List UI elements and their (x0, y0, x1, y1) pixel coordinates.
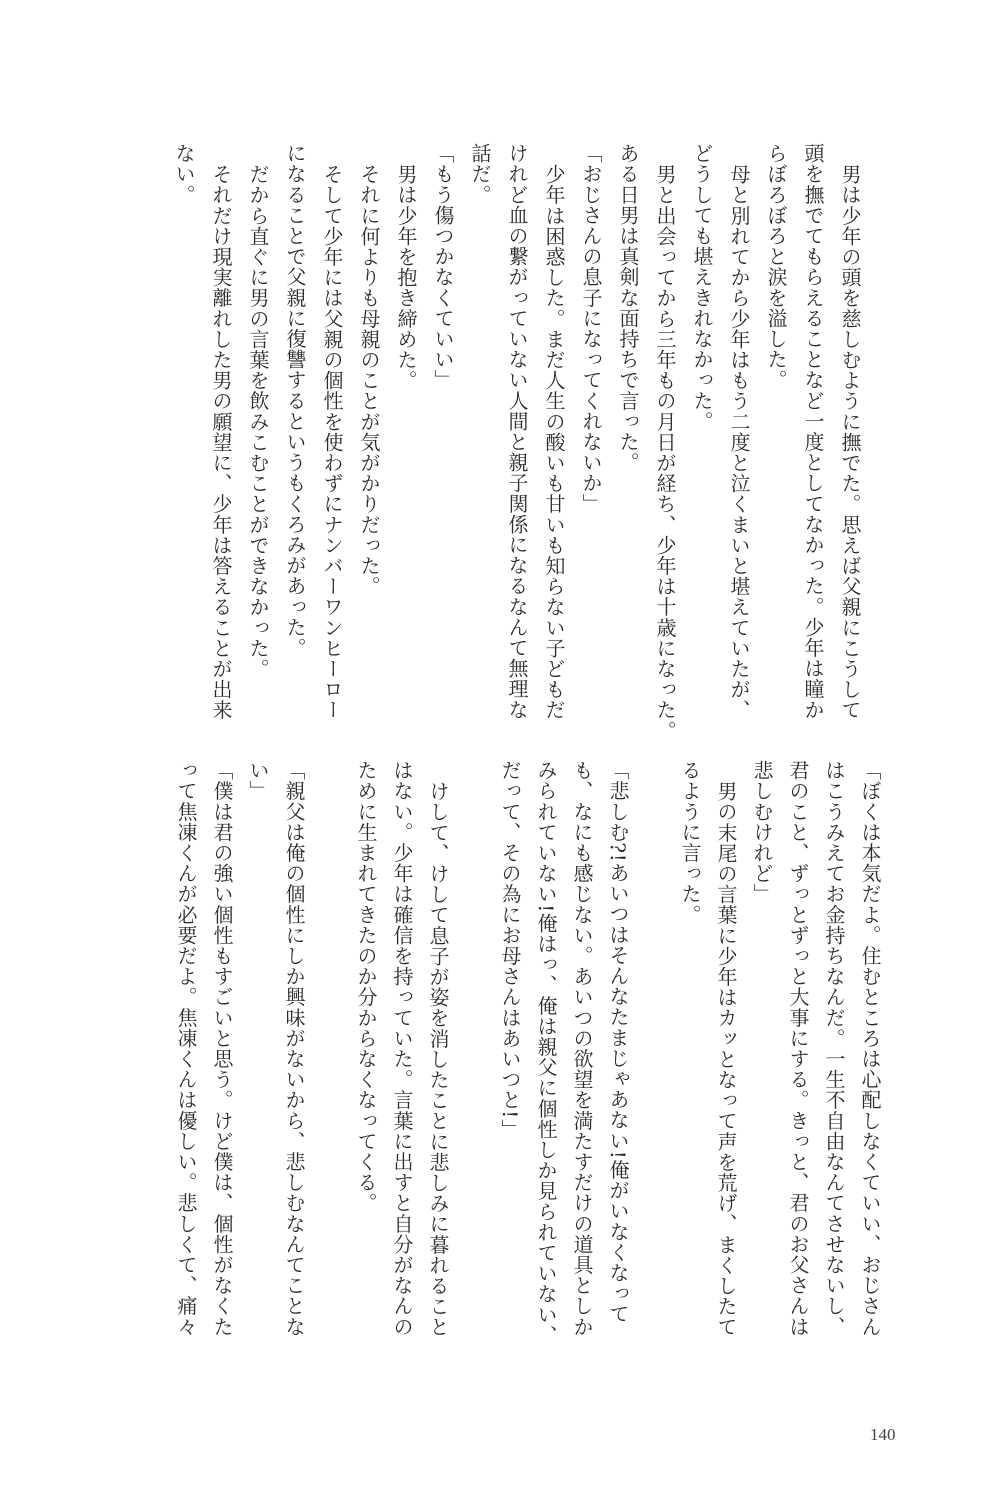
text-column: ために生まれてきたのか分からなくなってくる。 (354, 760, 378, 1214)
text-column: 男は少年を抱き締めた。 (394, 164, 418, 391)
text-column: 「親父は俺の個性にしか興味がないから、悲しむなんてことな (282, 760, 306, 1337)
text-column: 話だ。 (468, 143, 492, 205)
text-column: い」 (246, 760, 270, 802)
text-column: はこうみえてお金持ちなんだ。一生不自由なんてさせないし、 (822, 760, 846, 1337)
text-column: も、なにも感じない。あいつの欲望を満たすだけの道具としか (570, 760, 594, 1337)
text-column: 頭を撫でてもらえることなど一度としてなかった。少年は瞳か (801, 143, 825, 720)
text-column: そして少年には父親の個性を使わずにナンバーワンヒーロー (320, 164, 344, 721)
text-column: けして、けして息子が姿を消したことに悲しみに暮れること (426, 781, 450, 1338)
text-column: それだけ現実離れした男の願望に、少年は答えることが出来 (209, 164, 233, 721)
text-column: どうしても堪えきれなかった。 (690, 143, 714, 432)
text-column (456, 760, 492, 1345)
text-column: 「ぼくは本気だよ。住むところは心配しなくていい、おじさん (858, 760, 882, 1337)
bottom-text-block (168, 760, 888, 1345)
text-column: になることで父親に復讐するというもくろみがあった。 (283, 143, 307, 658)
text-column: ない。 (172, 143, 196, 205)
text-column: 君のこと、ずっとずっと大事にする。きっと、君のお父さんは (786, 760, 810, 1337)
text-column: 悲しむけれど」 (750, 760, 774, 905)
text-column: 男の末尾の言葉に少年はカッとなって声を荒げ、まくしたて (714, 781, 738, 1338)
text-column: 男と出会ってから三年もの月日が経ち、少年は十歳になった。 (653, 164, 677, 741)
text-column: らぼろぼろと涙を溢した。 (764, 143, 788, 391)
text-column: それに何よりも母親のことが気がかりだった。 (357, 164, 381, 597)
text-column: 「悲しむ?!あいつはそんなたまじゃあない!俺がいなくなって (606, 760, 630, 1325)
text-column: はない。少年は確信を持っていた。言葉に出すと自分がなんの (390, 760, 414, 1337)
text-column: 「僕は君の強い個性もすごいと思う。けど僕は、個性がなくた (210, 760, 234, 1337)
page-number: 140 (870, 1425, 896, 1444)
text-column (312, 760, 348, 1345)
top-text-block (165, 143, 868, 741)
text-column: 少年は困惑した。まだ人生の酸いも甘いも知らない子どもだ (542, 164, 566, 721)
text-column: 男は少年の頭を慈しむように撫でた。思えば父親にこうして (838, 164, 862, 721)
text-column: 母と別れてから少年はもう二度と泣くまいと堪えていたが、 (727, 164, 751, 721)
text-column: って焦凍くんが必要だよ。焦凍くんは優しい。悲しくて、痛々 (174, 760, 198, 1337)
text-column: みられていない!俺はっ、俺は親父に個性しか見られていない、 (534, 760, 558, 1346)
text-column: 「おじさんの息子になってくれないか」 (579, 143, 603, 514)
text-column: るように言った。 (678, 760, 702, 925)
text-column: 「もう傷つかなくていい」 (431, 143, 455, 391)
text-column: ある日男は真剣な面持ちで言った。 (616, 143, 640, 473)
text-column: だって、その為にお母さんはあいつと!」 (498, 760, 522, 1140)
text-column (636, 760, 672, 1345)
text-column: だから直ぐに男の言葉を飲みこむことができなかった。 (246, 164, 270, 679)
text-column: けれど血の繋がっていない人間と親子関係になるなんて無理な (505, 143, 529, 720)
